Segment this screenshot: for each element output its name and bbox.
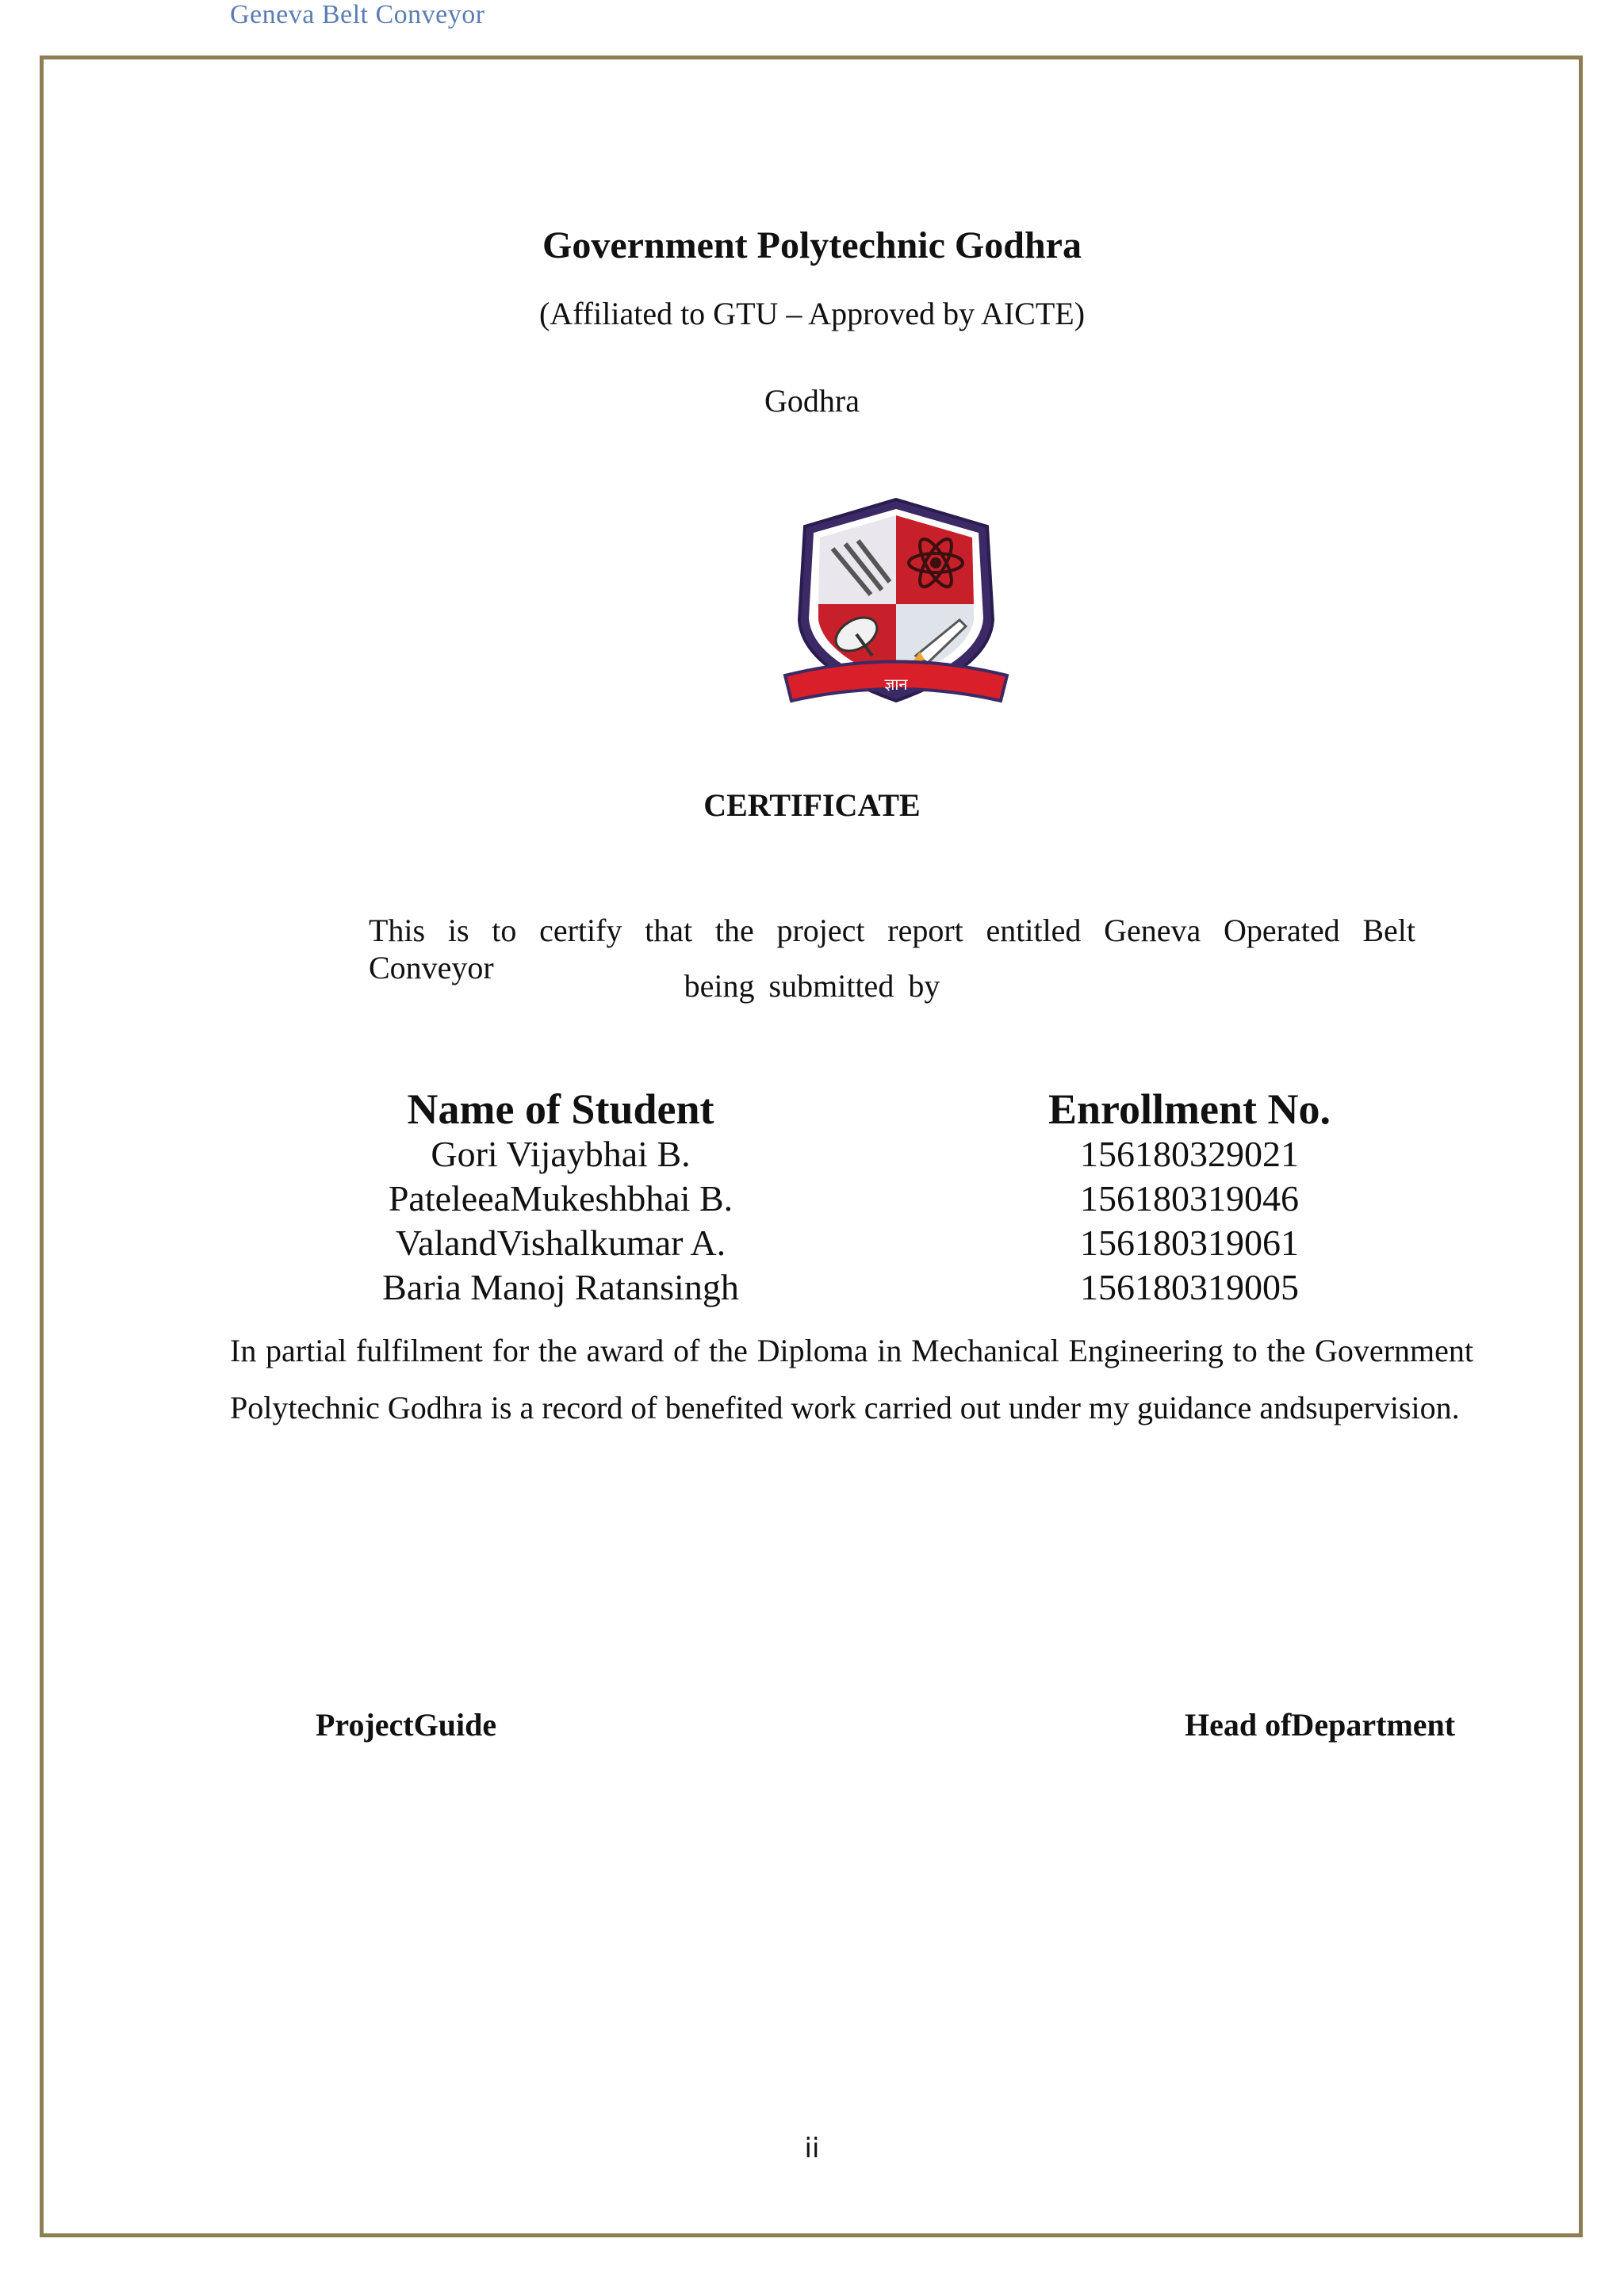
- emblem-motto: ज्ञान: [884, 675, 908, 694]
- certificate-heading: CERTIFICATE: [703, 787, 921, 823]
- institution-name: Government Polytechnic Godhra: [542, 224, 1082, 266]
- student-name: PateleeaMukeshbhai B.: [388, 1178, 733, 1219]
- project-guide-signature-label: ProjectGuide: [316, 1707, 497, 1743]
- certificate-statement-line1: This is to certify that the project report entitled Geneva Operated Belt Conveyor: [369, 913, 1415, 985]
- enrollment-no-header: Enrollment No.: [1048, 1085, 1331, 1133]
- running-header: Geneva Belt Conveyor: [230, 0, 485, 29]
- certificate-statement-line2: being submitted by: [684, 968, 940, 1004]
- institution-city: Godhra: [764, 383, 860, 419]
- student-enrollment: 156180319061: [1080, 1223, 1299, 1263]
- student-enrollment: 156180319046: [1080, 1178, 1299, 1219]
- institution-affiliation: (Affiliated to GTU – Approved by AICTE): [538, 296, 1086, 331]
- page-number: ii: [804, 2133, 820, 2164]
- student-name: Gori Vijaybhai B.: [431, 1134, 691, 1174]
- student-enrollment: 156180319005: [1080, 1267, 1299, 1307]
- certificate-paragraph: In partial fulfilment for the award of the Diploma in Mechanical Engineering to the Government Polytechnic Godhra is a record of benefited work carried out under my guidance andsupervision.: [230, 1333, 1473, 1425]
- name-of-student-header: Name of Student: [407, 1085, 714, 1133]
- student-name: Baria Manoj Ratansingh: [382, 1267, 739, 1307]
- student-enrollment: 156180329021: [1080, 1134, 1299, 1174]
- head-of-department-signature-label: Head ofDepartment: [1185, 1707, 1456, 1743]
- gtu-emblem-icon: [777, 493, 1015, 723]
- student-name: ValandVishalkumar A.: [395, 1223, 726, 1263]
